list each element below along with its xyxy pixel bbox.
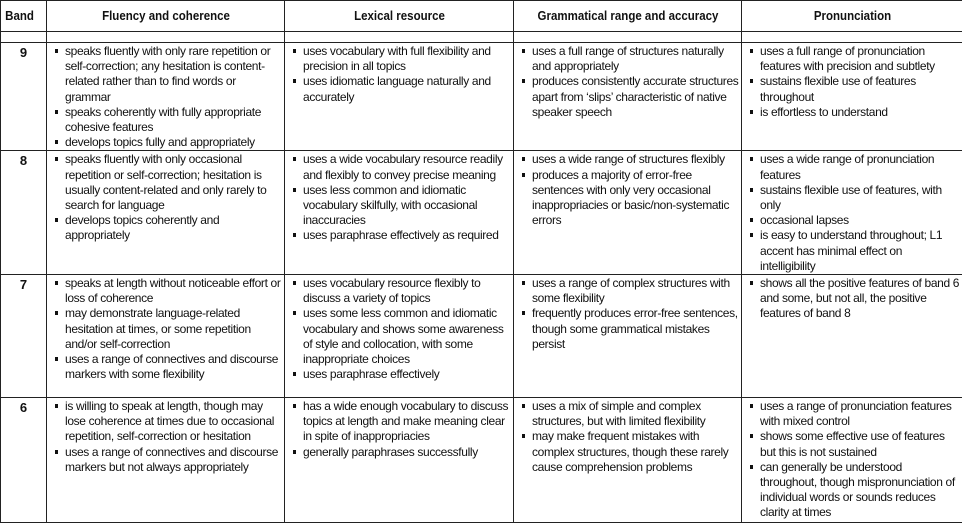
descriptor-item: can generally be understood throughout, though mispronunciation of individual words or sounds reduces clarity at times [750,460,960,521]
lexical-cell [285,398,514,523]
descriptor-item: uses paraphrase effectively [293,367,511,382]
fluency-cell [47,151,285,275]
descriptor-item: uses a full range of pronunciation features with precision and subtlety [750,44,960,74]
descriptor-item: uses a wide range of structures flexibly [522,152,739,167]
descriptor-item: occasional lapses [750,213,960,228]
descriptor-item: frequently produces error-free sentences, though some grammatical mistakes persist [522,306,739,352]
descriptor-item: has a wide enough vocabulary to discuss topics at length and make meaning clear in spite of inappropriacies [293,399,511,445]
descriptor-item: uses vocabulary resource flexibly to discuss a variety of topics [293,276,511,306]
fluency-cell [47,398,285,523]
header-row [1,1,962,32]
band-number: 9 [1,43,47,151]
descriptor-item: produces a majority of error-free sentences with only very occasional inappropriacies or basic/non-systematic errors [522,168,739,229]
pronunciation-cell [742,398,962,523]
descriptor-item: uses idiomatic language naturally and accurately [293,74,511,104]
descriptor-item: generally paraphrases successfully [293,445,511,460]
descriptor-item: shows some effective use of features but this is not sustained [750,429,960,459]
band-row-7 [1,275,962,398]
grammar-cell [514,398,742,523]
descriptor-item: may make frequent mistakes with complex structures, though these rarely cause comprehension problems [522,429,739,475]
band-number: 6 [1,398,47,523]
descriptor-item: uses less common and idiomatic vocabulary skilfully, with occasional inaccuracies [293,183,511,229]
descriptor-item: uses vocabulary with full flexibility and precision in all topics [293,44,511,74]
descriptor-item: is willing to speak at length, though may lose coherence at times due to occasional repetition, self-correction or hesitation [55,399,282,445]
descriptor-item: sustains flexible use of features, with only [750,183,960,213]
header-grammar: Grammatical range and accuracy [523,1,733,32]
descriptor-item: uses a range of pronunciation features with mixed control [750,399,960,429]
band-number: 7 [1,275,47,398]
descriptor-item: uses a range of connectives and discourse markers with some flexibility [55,352,282,382]
grammar-cell [514,43,742,151]
band-row-8 [1,151,962,275]
descriptor-item: speaks coherently with fully appropriate cohesive features [55,105,282,135]
descriptor-item: uses a range of connectives and discourse markers but not always appropriately [55,445,282,475]
fluency-cell [47,275,285,398]
descriptor-item: speaks fluently with only occasional repetition or self-correction; hesitation is usually content-related and only rarely to search for language [55,152,282,213]
lexical-cell [285,151,514,275]
band-number: 8 [1,151,47,275]
band-row-9 [1,43,962,151]
descriptor-item: is easy to understand throughout; L1 accent has minimal effect on intelligibility [750,228,960,274]
fluency-cell [47,43,285,151]
lexical-cell [285,275,514,398]
header-fluency: Fluency and coherence [56,1,275,32]
descriptor-item: shows all the positive features of band 6 and some, but not all, the positive features of band 8 [750,276,960,322]
descriptor-item: uses a full range of structures naturally and appropriately [522,44,739,74]
descriptor-item: uses a range of complex structures with some flexibility [522,276,739,306]
descriptor-item: speaks fluently with only rare repetition or self-correction; any hesitation is content-related rather than to find words or grammar [55,44,282,105]
header-lexical: Lexical resource [294,1,505,32]
descriptor-item: sustains flexible use of features throughout [750,74,960,104]
band-row-6 [1,398,962,523]
header-band: Band [2,1,44,32]
header-pronunciation: Pronunciation [750,1,953,32]
descriptor-item: is effortless to understand [750,105,960,120]
pronunciation-cell [742,275,962,398]
descriptor-item: uses some less common and idiomatic vocabulary and shows some awareness of style and collocation, with some inappropriate choices [293,306,511,367]
descriptor-item: may demonstrate language-related hesitation at times, or some repetition and/or self-correction [55,306,282,352]
pronunciation-cell [742,43,962,151]
lexical-cell [285,43,514,151]
pronunciation-cell [742,151,962,275]
descriptor-item: speaks at length without noticeable effort or loss of coherence [55,276,282,306]
descriptor-item: uses a wide range of pronunciation features [750,152,960,182]
spacer-row [1,32,962,43]
descriptor-item: develops topics fully and appropriately [55,135,282,150]
descriptor-item: uses paraphrase effectively as required [293,228,511,243]
descriptor-item: develops topics coherently and appropriately [55,213,282,243]
descriptor-item: produces consistently accurate structures apart from ‘slips’ characteristic of native speaker speech [522,74,739,120]
descriptor-item: uses a mix of simple and complex structures, but with limited flexibility [522,399,739,429]
grammar-cell [514,151,742,275]
grammar-cell [514,275,742,398]
descriptor-item: uses a wide vocabulary resource readily and flexibly to convey precise meaning [293,152,511,182]
